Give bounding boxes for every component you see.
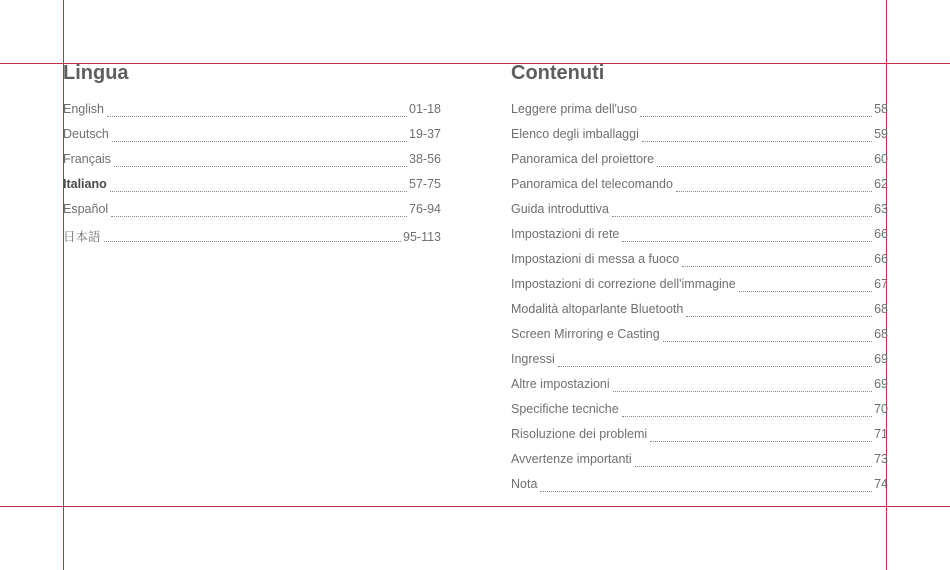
toc-entry[interactable] (511, 202, 888, 227)
dot-leader (650, 441, 872, 442)
toc-entry[interactable] (511, 177, 888, 202)
toc-label: Leggere prima dell'uso (511, 102, 638, 116)
toc-label: Français (63, 152, 111, 166)
guide-line-bottom (0, 506, 950, 507)
language-heading: Lingua (63, 62, 129, 84)
toc-label: Deutsch (63, 127, 109, 141)
dot-leader (558, 366, 872, 367)
toc-page: 57-75 (409, 177, 441, 191)
toc-page: 68 (874, 327, 888, 341)
dot-leader (114, 166, 407, 167)
contents-heading: Contenuti (511, 62, 605, 84)
toc-label: English (63, 102, 104, 116)
toc-label: Screen Mirroring e Casting (511, 327, 660, 341)
dot-leader (635, 466, 872, 467)
toc-entry[interactable] (511, 227, 888, 252)
contents-section (511, 60, 888, 502)
toc-page: 01-18 (409, 102, 441, 116)
toc-label: Risoluzione dei problemi (511, 427, 648, 441)
toc-label: Impostazioni di rete (511, 227, 620, 241)
toc-page: 74 (874, 477, 888, 491)
toc-label: Avvertenze importanti (511, 452, 632, 466)
toc-page: 68 (874, 302, 888, 316)
toc-label: Elenco degli imballaggi (511, 127, 639, 141)
dot-leader (642, 141, 872, 142)
toc-page: 59 (874, 127, 888, 141)
toc-entry-italiano[interactable] (63, 177, 441, 202)
dot-leader (112, 141, 407, 142)
toc-entry[interactable] (511, 102, 888, 127)
toc-entry[interactable] (511, 452, 888, 477)
dot-leader (107, 116, 407, 117)
toc-entry[interactable] (511, 152, 888, 177)
dot-leader (111, 216, 407, 217)
toc-label: Panoramica del proiettore (511, 152, 655, 166)
dot-leader (682, 266, 872, 267)
toc-page: 58 (874, 102, 888, 116)
toc-label: Altre impostazioni (511, 377, 610, 391)
toc-label: Ingressi (511, 352, 555, 366)
dot-leader (657, 166, 872, 167)
toc-page: 76-94 (409, 202, 441, 216)
toc-page: 38-56 (409, 152, 441, 166)
toc-page: 67 (874, 277, 888, 291)
dot-leader (686, 316, 872, 317)
dot-leader (613, 391, 872, 392)
toc-label: Modalità altoparlante Bluetooth (511, 302, 684, 316)
toc-entry-francais[interactable] (63, 152, 441, 177)
toc-label: Guida introduttiva (511, 202, 609, 216)
toc-label: Español (63, 202, 109, 216)
toc-entry-espanol[interactable] (63, 202, 441, 227)
dot-leader (739, 291, 872, 292)
toc-label: Impostazioni di correzione dell'immagine (511, 277, 736, 291)
toc-entry-english[interactable] (63, 102, 441, 127)
toc-entry-deutsch[interactable] (63, 127, 441, 152)
toc-label-current: Italiano (63, 177, 107, 191)
toc-entry[interactable] (511, 477, 888, 502)
toc-page: 95-113 (403, 230, 441, 244)
dot-leader (540, 491, 872, 492)
toc-entry[interactable] (511, 427, 888, 452)
toc-page: 69 (874, 352, 888, 366)
toc-entry[interactable] (511, 352, 888, 377)
toc-label: Specifiche tecniche (511, 402, 619, 416)
dot-leader (622, 416, 872, 417)
dot-leader (676, 191, 872, 192)
toc-label: Panoramica del telecomando (511, 177, 673, 191)
toc-page: 19-37 (409, 127, 441, 141)
toc-page: 66 (874, 252, 888, 266)
toc-page: 66 (874, 227, 888, 241)
language-section (63, 60, 441, 252)
language-list (63, 102, 441, 252)
toc-page: 62 (874, 177, 888, 191)
toc-page: 70 (874, 402, 888, 416)
toc-page: 71 (874, 427, 888, 441)
toc-entry[interactable] (511, 402, 888, 427)
toc-page: 69 (874, 377, 888, 391)
contents-list (511, 102, 888, 502)
dot-leader (104, 241, 401, 242)
dot-leader (612, 216, 872, 217)
toc-entry[interactable] (511, 302, 888, 327)
toc-label: Nota (511, 477, 538, 491)
toc-page: 63 (874, 202, 888, 216)
toc-entry[interactable] (511, 127, 888, 152)
toc-label: Impostazioni di messa a fuoco (511, 252, 680, 266)
toc-entry[interactable] (511, 377, 888, 402)
dot-leader (663, 341, 872, 342)
dot-leader (110, 191, 407, 192)
toc-page: 60 (874, 152, 888, 166)
toc-entry[interactable] (511, 252, 888, 277)
toc-label: 日本語 (63, 230, 101, 244)
toc-entry[interactable] (511, 277, 888, 302)
toc-entry-japanese[interactable] (63, 227, 441, 252)
toc-page: 73 (874, 452, 888, 466)
dot-leader (640, 116, 872, 117)
toc-entry[interactable] (511, 327, 888, 352)
dot-leader (622, 241, 872, 242)
